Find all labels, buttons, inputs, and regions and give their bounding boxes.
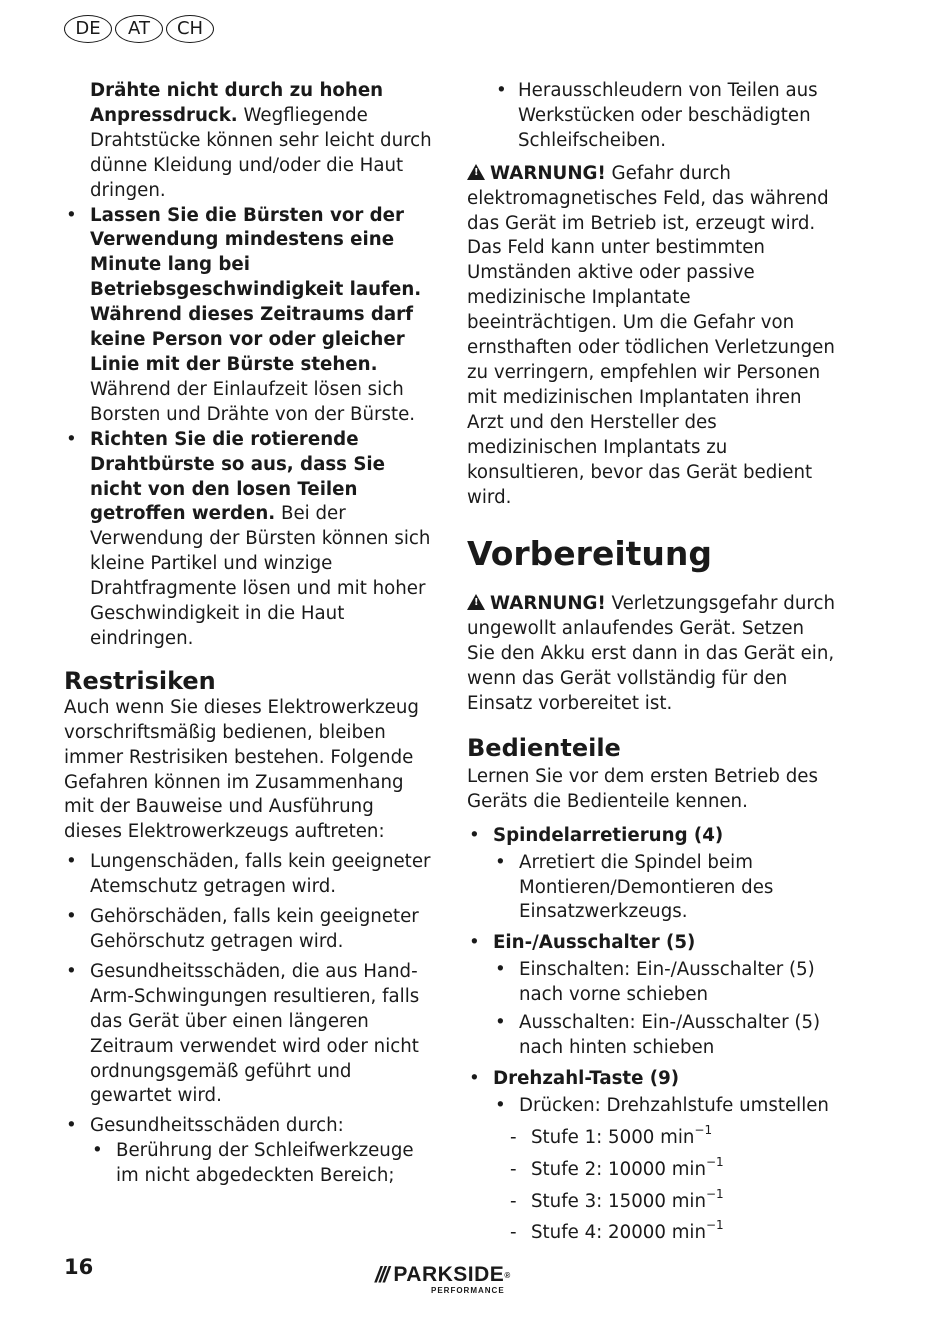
speed-step: - Stufe 2: 10000 $\min^{-1}$ [510,1154,724,1180]
safety-bullet-1: • Lassen Sie die Bürsten vor der Verwendung mindestens eine Minute lang bei Betriebsgeschwindigkeit laufen. Während dieses Zeitraums darf keine Person vor oder gleicher Linie mit der Bürste stehen. Während der Einlaufzeit lösen sich Borsten und Drähte von der Bürste. [66,204,422,425]
brand-name: PARKSIDE [393,1263,505,1286]
restrisiken-intro: Auch wenn Sie dieses Elektrowerkzeug vorschriftsmäßig bedienen, bleiben immer Restrisiken bestehen. Folgende Gefahren können im Zusammenhang mit der Bauweise und Ausführung dieses Elektrowerkzeugs auftreten: [64,696,419,843]
risk-item: • Gehörschäden, falls kein geeigneter Gehörschutz getragen wird. [66,906,419,952]
brand-slashes-icon: /// [375,1262,388,1287]
parkside-logo: /// PARKSIDE ® PERFORMANCE [375,1262,511,1295]
right-column [467,79,837,1246]
risk-item: • Gesundheitsschäden durch: [66,1115,344,1137]
control-detail: • Ausschalten: Ein-/Ausschalter (5) nach hinten schieben [495,1012,821,1058]
brand-subline: PERFORMANCE [431,1286,505,1295]
country-badge-de: DE [64,15,112,43]
left-column [64,79,434,1189]
country-badges [64,15,214,43]
warning-emf: !WARNUNG! Gefahr durch elektromagnetisches Feld, das während das Gerät im Betrieb ist, erzeugt wird. Das Feld kann unter bestimmten Umständen aktive oder passive medizinische Implantate beeinträchtigen. Um die Gefahr von ernsthaften oder tödlichen Verletzungen zu verringern, empfehlen wir Personen mit medizinischen Implantaten ihren Arzt und den Hersteller des medizinischen Implantats zu konsultieren, bevor das Gerät bedient wird. [467,162,837,511]
country-badge-ch: CH [166,15,214,43]
risk-sub-item: • Herausschleudern von Teilen aus Werkstücken oder beschädigten Schleifscheiben. [496,80,818,151]
warning-startup: !WARNUNG! Verletzungsgefahr durch ungewollt anlaufendes Gerät. Setzen Sie den Akku erst dann in das Gerät ein, wenn das Gerät vollständig für den Einsatz vorbereitet ist. [467,592,837,717]
continued-paragraph: Drähte nicht durch zu hohen Anpressdruck. Wegfliegende Drahtstücke können sehr leicht durch dünne Kleidung und/oder die Haut dringen. [90,80,432,201]
restrisiken-heading: Restrisiken [64,666,216,695]
control-detail: • Arretiert die Spindel beim Montieren/Demontieren des Einsatzwerkzeugs. [495,851,774,923]
risk-item: • Lungenschäden, falls kein geeigneter Atemschutz getragen wird. [66,851,431,898]
bedienteile-heading: Bedienteile [467,733,621,762]
bedienteile-intro: Lernen Sie vor dem ersten Betrieb des Geräts die Bedienteile kennen. [467,765,818,812]
risk-item: • Gesundheitsschäden, die aus Hand-Arm-Schwingungen resultieren, falls das Gerät über einen längeren Zeitraum verwendet wird oder nicht ordnungsgemäß geführt und gewartet wird. [66,960,420,1107]
page-number: 16 [64,1255,94,1279]
control-detail: • Einschalten: Ein-/Ausschalter (5) nach vorne schieben [495,959,815,1006]
control-item: • Drehzahl-Taste (9) [469,1067,680,1089]
speed-step: - Stufe 1: 5000 $\min^{-1}$ [510,1122,713,1148]
speed-step: - Stufe 4: 20000 $\min^{-1}$ [510,1218,724,1244]
safety-bullet-2: • Richten Sie die rotierende Drahtbürste so aus, dass Sie nicht von den losen Teilen getroffen werden. Bei der Verwendung der Bürsten können sich kleine Partikel und winzige Drahtfragmente lösen und mit hoher Geschwindigkeit in die Haut eindringen. [66,428,431,649]
risk-sub-item: • Berührung der Schleifwerkzeuge im nicht abgedeckten Bereich; [92,1140,414,1187]
control-item: • Ein-/Ausschalter (5) [469,932,696,954]
speed-step: - Stufe 3: 15000 $\min^{-1}$ [510,1186,724,1212]
vorbereitung-heading: Vorbereitung [467,534,713,574]
country-badge-at: AT [115,15,163,43]
warning-triangle-icon [467,594,485,610]
warning-triangle-icon [467,164,485,180]
control-detail: • Drücken: Drehzahlstufe umstellen [495,1094,829,1116]
control-item: • Spindelarretierung (4) [469,824,724,846]
